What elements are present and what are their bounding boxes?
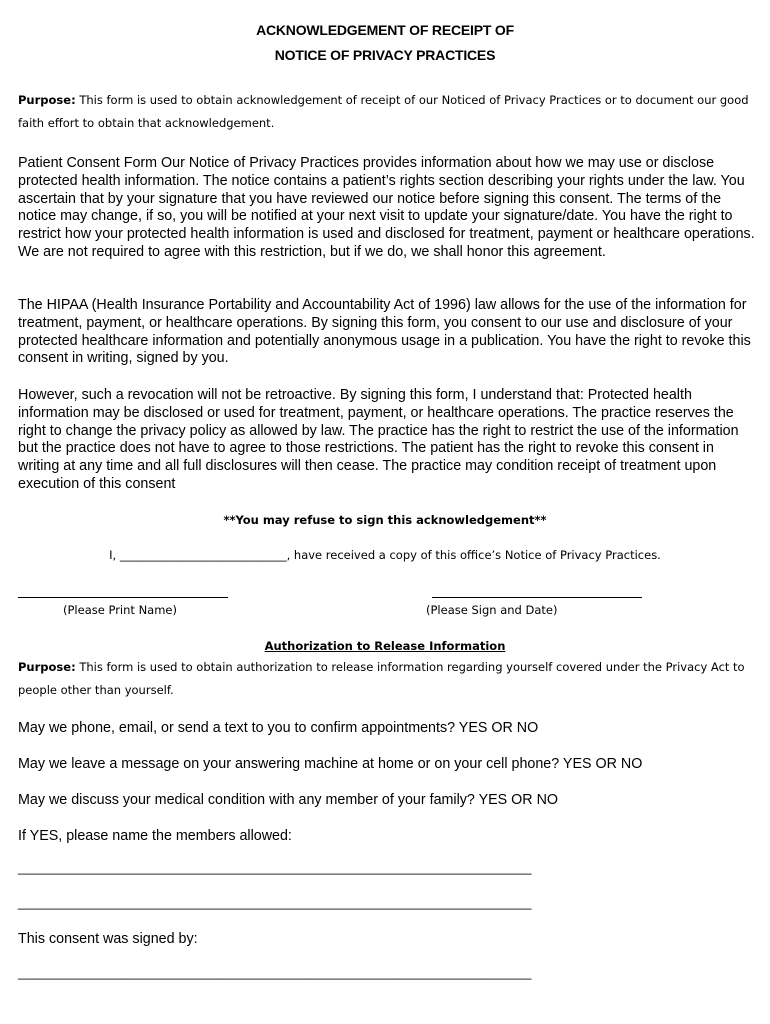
question-confirm-appointments: May we phone, email, or send a text to you to confirm appointments? YES OR NO [18,720,539,736]
document-title-line-1: ACKNOWLEDGEMENT OF RECEIPT OF [256,22,514,38]
consent-paragraph: Patient Consent Form Our Notice of Privacy Practices provides information about how we may use or disclose protected health information. The notice contains a patient’s rights section describing your rights under the law. You ascertain that by your signature that you have reviewed our notice before signing this consent. The terms of the notice may change, if so, you will be notified at your next visit to update your signature/date. You have the right to restrict how your protected health information is used and disclosed for treatment, payment or healthcare operations. We are not required to agree with this restriction, but if we do, we shall honor this agreement. [18,155,755,260]
member-blank-line-2[interactable]: ______________________________________________________________________ [18,895,532,910]
purpose-text: This form is used to obtain acknowledgement of receipt of our Noticed of Privacy Practices or to document our good faith effort to obtain that acknowledgement. [18,93,749,130]
document-title-line-2: NOTICE OF PRIVACY PRACTICES [274,47,496,63]
question-discuss-condition: May we discuss your medical condition with any member of your family? YES OR NO [18,792,559,808]
member-blank-line-1[interactable]: ______________________________________________________________________ [18,860,532,875]
ack-prefix: I, [109,548,120,562]
auth-purpose-text: This form is used to obtain authorization to release information regarding yourself covered under the Privacy Act to people other than yourself. [18,660,745,697]
sign-date-line[interactable] [432,597,642,598]
question-family-members: If YES, please name the members allowed: [18,828,292,844]
refuse-notice: **You may refuse to sign this acknowledgement** [223,513,547,527]
consent-signed-by-label: This consent was signed by: [18,931,198,947]
auth-purpose-label: Purpose: [18,660,76,674]
revocation-paragraph: However, such a revocation will not be retroactive. By signing this form, I understand that: Protected health information may be disclosed or used for treatment, payment, or healthcare operations. The practice reserves the right to change the privacy policy as allowed by law. The practice has the right to restrict the use of the information but the practice does not have to agree to those restrictions. The patient has the right to revoke this consent in writing at any time and all full disclosures will then cease. The practice may condition receipt of treatment upon execution of this consent [18,387,739,492]
ack-name-blank[interactable]: _____________________________ [119,548,287,562]
question-leave-message: May we leave a message on your answering machine at home or on your cell phone? YES OR NO [18,756,643,772]
authorization-purpose [18,656,753,702]
print-name-line[interactable] [18,597,228,598]
hipaa-paragraph: The HIPAA (Health Insurance Portability and Accountability Act of 1996) law allows for the use of the information for treatment, payment, or healthcare operations. By signing this form, you consent to our use and disclosure of your protected healthcare information and potentially anonymous usage in a publication. You have the right to revoke this consent in writing, signed by you. [18,297,751,367]
authorization-heading [0,639,770,653]
purpose-label: Purpose: [18,93,76,107]
sign-date-caption: (Please Sign and Date) [426,603,558,617]
authorization-heading-text: Authorization to Release Information [264,639,506,653]
print-name-caption: (Please Print Name) [63,603,177,617]
ack-suffix: , have received a copy of this office’s Notice of Privacy Practices. [286,548,661,562]
acknowledgement-statement [0,548,770,562]
consent-signature-line[interactable]: ______________________________________________________________________ [18,965,532,980]
purpose-statement [18,89,753,135]
